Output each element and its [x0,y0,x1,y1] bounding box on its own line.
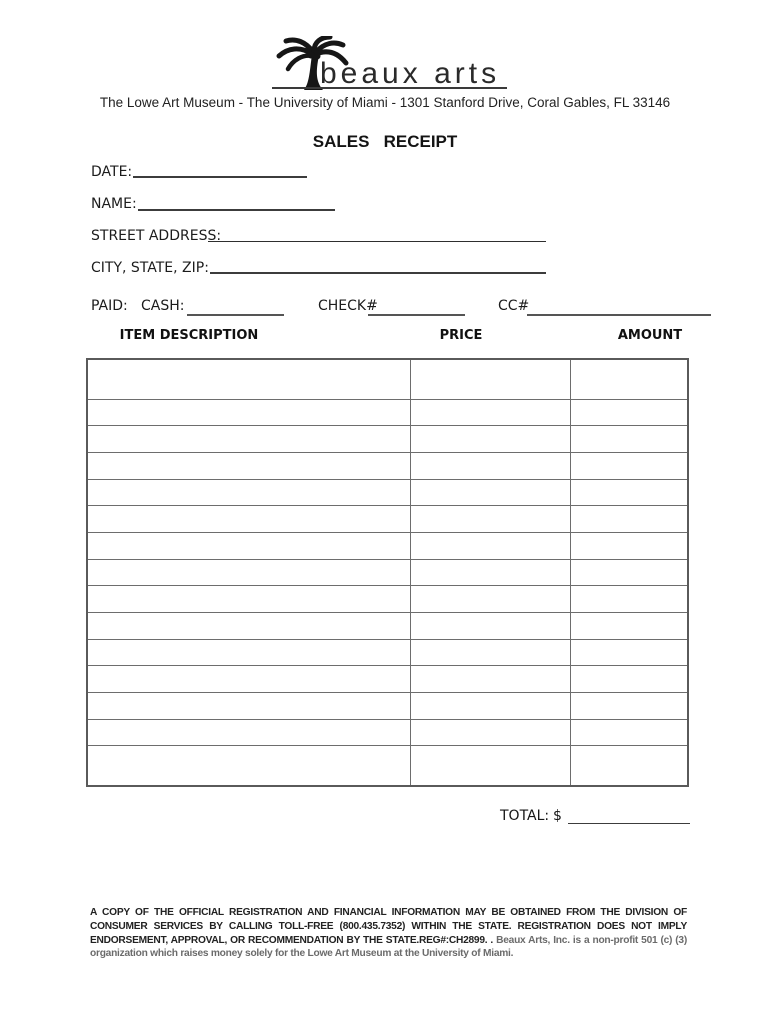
item-price-cell[interactable] [410,639,570,666]
street-address-input-line[interactable] [208,241,546,242]
check-number-input-line[interactable] [368,314,465,316]
total-input-line[interactable] [568,823,690,824]
item-row [87,746,688,786]
footer [90,906,687,961]
item-amount-cell[interactable] [570,559,688,586]
item-price-cell[interactable] [410,693,570,720]
item-row [87,559,688,586]
item-description-cell[interactable] [87,693,410,720]
item-price-cell[interactable] [410,479,570,506]
items-table-body [87,359,688,786]
nonprofit-note-text: Beaux Arts, Inc. is a non-profit 501 (c) (3) organization which raises money solely for the Lowe Art Museum at the University of Miami. [90,934,687,960]
item-description-cell[interactable] [87,666,410,693]
city-state-zip-input-line[interactable] [210,272,546,274]
cash-input-line[interactable] [187,314,284,316]
item-description-cell[interactable] [87,719,410,746]
item-price-cell[interactable] [410,532,570,559]
item-row [87,693,688,720]
item-row [87,479,688,506]
item-description-cell[interactable] [87,586,410,613]
item-description-cell[interactable] [87,399,410,426]
city-state-zip-label: CITY, STATE, ZIP: [91,260,209,276]
item-row [87,613,688,640]
item-row [87,532,688,559]
item-description-cell[interactable] [87,452,410,479]
item-amount-cell[interactable] [570,506,688,533]
logo-underline [272,87,507,89]
cc-number-input-line[interactable] [527,314,711,316]
item-price-cell[interactable] [410,666,570,693]
item-amount-cell[interactable] [570,639,688,666]
item-description-cell[interactable] [87,479,410,506]
item-row [87,666,688,693]
item-price-cell[interactable] [410,586,570,613]
item-description-cell[interactable] [87,746,410,786]
brand-text: beaux arts [320,57,501,90]
item-description-cell[interactable] [87,639,410,666]
item-price-cell[interactable] [410,613,570,640]
item-amount-cell[interactable] [570,693,688,720]
item-row [87,426,688,453]
column-header-item-description: ITEM DESCRIPTION [119,328,259,343]
item-amount-cell[interactable] [570,532,688,559]
item-price-cell[interactable] [410,399,570,426]
item-price-cell[interactable] [410,719,570,746]
date-input-line[interactable] [133,176,307,178]
item-description-cell[interactable] [87,426,410,453]
item-amount-cell[interactable] [570,746,688,786]
item-amount-cell[interactable] [570,479,688,506]
date-label: DATE: [91,164,133,180]
item-price-cell[interactable] [410,559,570,586]
cc-number-label: CC# [498,298,530,314]
item-amount-cell[interactable] [570,719,688,746]
item-amount-cell[interactable] [570,586,688,613]
paid-label: PAID: [91,298,128,314]
item-row [87,399,688,426]
total-currency-sign: $ [553,808,562,824]
item-row [87,639,688,666]
page-title: SALES RECEIPT [312,132,458,151]
item-row [87,719,688,746]
check-number-label: CHECK# [318,298,378,314]
name-label: NAME: [91,196,137,212]
item-price-cell[interactable] [410,426,570,453]
item-description-cell[interactable] [87,506,410,533]
item-amount-cell[interactable] [570,426,688,453]
item-amount-cell[interactable] [570,452,688,479]
item-description-cell[interactable] [87,359,410,399]
item-price-cell[interactable] [410,506,570,533]
name-input-line[interactable] [138,209,335,211]
item-description-cell[interactable] [87,559,410,586]
registration-disclaimer-text: A COPY OF THE OFFICIAL REGISTRATION AND FINANCIAL INFORMATION MAY BE OBTAINED FROM THE DIVISION OF CONSUMER SERVICES BY CALLING TOLL-FREE (800.435.7352) WITHIN THE STATE. REGISTRATION DOES NOT IMPLY ENDORSEMENT, APPROVAL, OR RECOMMENDATION BY THE STATE.REG#:CH2899. . [90,907,687,946]
column-header-price: PRICE [439,328,483,343]
item-price-cell[interactable] [410,746,570,786]
museum-address: The Lowe Art Museum - The University of Miami - 1301 Stanford Drive, Coral Gables, FL 33146 [99,95,671,110]
item-description-cell[interactable] [87,532,410,559]
items-table [86,358,689,787]
item-price-cell[interactable] [410,359,570,399]
column-header-amount: AMOUNT [617,328,683,343]
item-amount-cell[interactable] [570,399,688,426]
item-row [87,452,688,479]
item-price-cell[interactable] [410,452,570,479]
item-row [87,506,688,533]
total-label: TOTAL: [500,808,550,824]
item-description-cell[interactable] [87,613,410,640]
item-amount-cell[interactable] [570,359,688,399]
item-amount-cell[interactable] [570,666,688,693]
item-row [87,359,688,399]
street-address-label: STREET ADDRESS: [91,228,222,244]
cash-label: CASH: [141,298,185,314]
item-amount-cell[interactable] [570,613,688,640]
item-row [87,586,688,613]
legal-text [90,906,687,961]
